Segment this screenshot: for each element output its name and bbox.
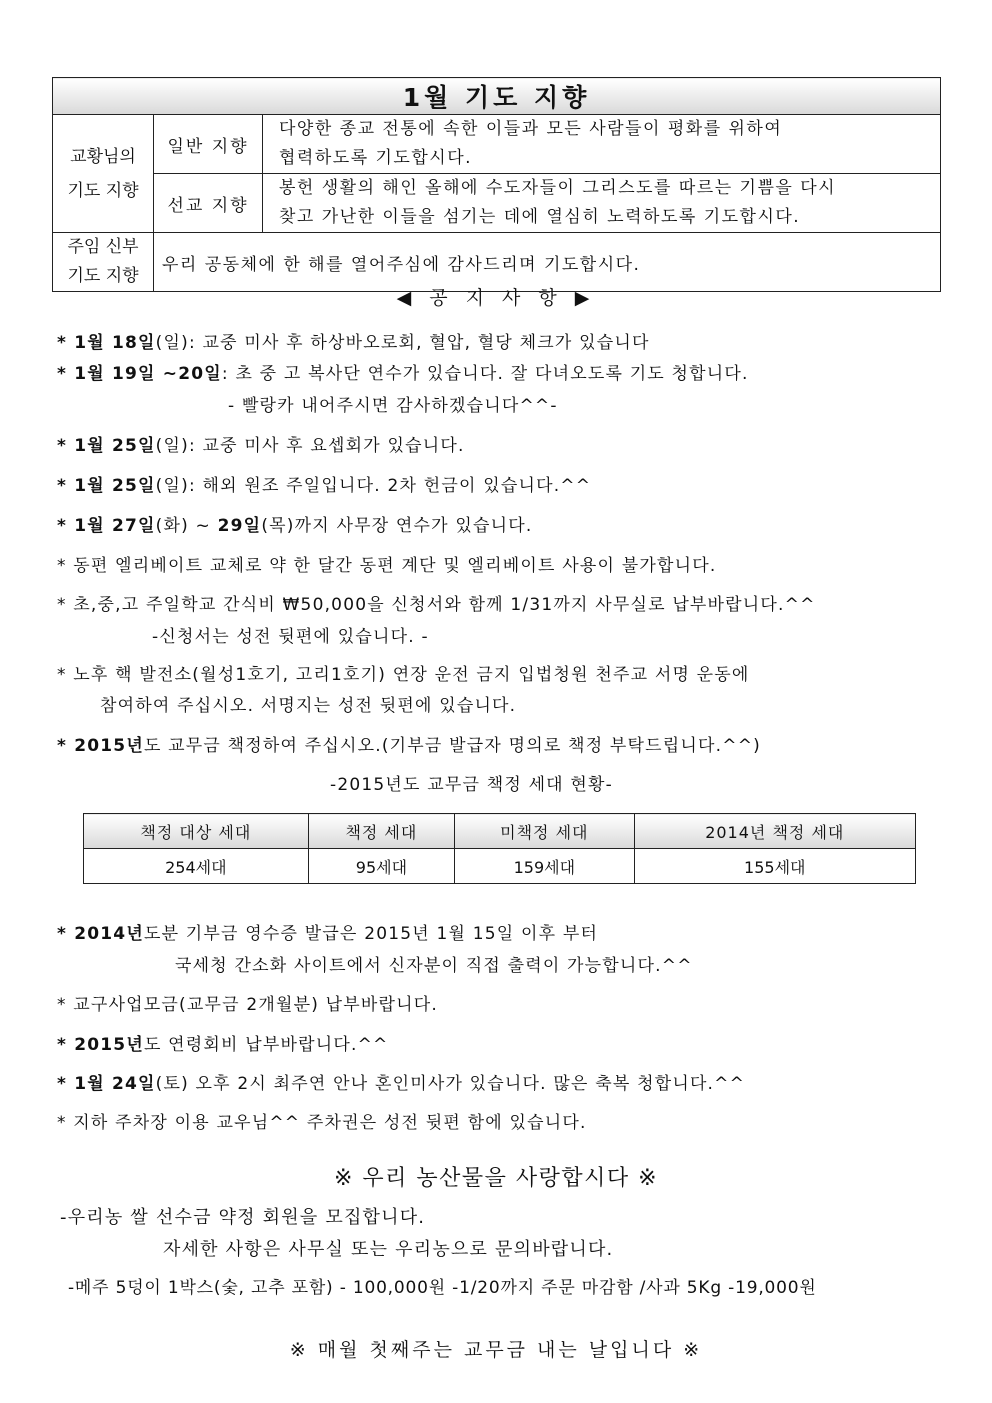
table-cell: 159세대 xyxy=(455,849,634,884)
notice-heading: ◀ 공 지 사 항 ▶ xyxy=(396,287,596,309)
notice-item: * 1월 25일(일): 해외 원조 주일입니다. 2차 헌금이 있습니다.^^ xyxy=(57,476,592,496)
notice-item: * 초,중,고 주일학교 간식비 ₩50,000을 신청서와 함께 1/31까지 사무실로 납부바랍니다.^^ xyxy=(57,595,816,615)
column-header: 2014년 책정 세대 xyxy=(634,814,915,849)
notice-item: * 2015년도 연령회비 납부바랍니다.^^ xyxy=(57,1035,389,1055)
notice-sub: - 빨랑카 내어주시면 감사하겠습니다^^- xyxy=(228,396,558,416)
budget-status-table xyxy=(83,813,916,884)
notice-sub: 참여하여 주십시오. 서명지는 성전 뒷편에 있습니다. xyxy=(100,696,517,716)
column-header: 책정 세대 xyxy=(308,814,454,849)
column-header: 책정 대상 세대 xyxy=(84,814,309,849)
table-header-row xyxy=(84,814,916,849)
table-cell: 95세대 xyxy=(308,849,454,884)
prayer-intention-table xyxy=(52,77,941,292)
notice-item: * 1월 19일 ~20일: 초 중 고 복사단 연수가 있습니다. 잘 다녀오도록 기도 청합니다. xyxy=(57,364,749,384)
pastor-intention-label: 주임 신부 기도 지향 xyxy=(53,233,154,292)
farm-section-title: ※ 우리 농산물을 사랑합시다 ※ xyxy=(333,1166,659,1191)
notice-item: * 노후 핵 발전소(월성1호기, 고리1호기) 연장 운전 금지 입법청원 천주교 서명 운동에 xyxy=(57,665,750,685)
notice-sub: 국세청 간소화 사이트에서 신자분이 직접 출력이 가능합니다.^^ xyxy=(175,956,693,976)
budget-table-caption: -2015년도 교무금 책정 세대 현황- xyxy=(330,775,613,795)
general-intention-label: 일반 지향 xyxy=(154,115,263,174)
mission-intention-label: 선교 지향 xyxy=(154,174,263,233)
notice-item: * 1월 25일(일): 교중 미사 후 요셉회가 있습니다. xyxy=(57,436,465,456)
farm-line: -메주 5덩이 1박스(숯, 고추 포함) - 100,000원 -1/20까지 주문 마감함 /사과 5Kg -19,000원 xyxy=(68,1278,817,1298)
notice-sub: -신청서는 성전 뒷편에 있습니다. - xyxy=(152,627,429,647)
notice-item: * 2014년도분 기부금 영수증 발급은 2015년 1월 15일 이후 부터 xyxy=(57,924,599,944)
notice-item: * 지하 주차장 이용 교우님^^ 주차권은 성전 뒷편 함에 있습니다. xyxy=(57,1113,587,1133)
notice-item: * 2015년도 교무금 책정하여 주십시오.(기부금 발급자 명의로 책정 부탁드립니다.^^) xyxy=(57,736,761,756)
pope-intention-label: 교황님의 기도 지향 xyxy=(53,115,154,233)
notice-item: * 교구사업모금(교무금 2개월분) 납부바랍니다. xyxy=(57,995,438,1015)
farm-line: 자세한 사항은 사무실 또는 우리농으로 문의바랍니다. xyxy=(163,1239,614,1260)
prayer-table-title: 1월 기도 지향 xyxy=(53,78,941,115)
notice-item: * 동편 엘리베이트 교체로 약 한 달간 동편 계단 및 엘리베이트 사용이 불가합니다. xyxy=(57,556,717,576)
table-row xyxy=(84,849,916,884)
notice-item: * 1월 24일(토) 오후 2시 최주연 안나 혼인미사가 있습니다. 많은 축복 청합니다.^^ xyxy=(57,1074,746,1094)
table-cell: 254세대 xyxy=(84,849,309,884)
mission-intention-text: 봉헌 생활의 해인 올해에 수도자들이 그리스도를 따르는 기쁨을 다시 찾고 가난한 이들을 섬기는 데에 열심히 노력하도록 기도합시다. xyxy=(263,174,941,233)
column-header: 미책정 세대 xyxy=(455,814,634,849)
table-cell: 155세대 xyxy=(634,849,915,884)
notice-item: * 1월 27일(화) ~ 29일(목)까지 사무장 연수가 있습니다. xyxy=(57,516,533,536)
general-intention-text: 다양한 종교 전통에 속한 이들과 모든 사람들이 평화를 위하여 협력하도록 기도합시다. xyxy=(263,115,941,174)
farm-line: -우리농 쌀 선수금 약정 회원을 모집합니다. xyxy=(60,1207,426,1228)
footer-note: ※ 매월 첫째주는 교무금 내는 날입니다 ※ xyxy=(289,1339,703,1361)
notice-item: * 1월 18일(일): 교중 미사 후 하상바오로회, 혈압, 혈당 체크가 있습니다 xyxy=(57,333,650,353)
pastor-intention-text: 우리 공동체에 한 해를 열어주심에 감사드리며 기도합시다. xyxy=(154,233,941,292)
